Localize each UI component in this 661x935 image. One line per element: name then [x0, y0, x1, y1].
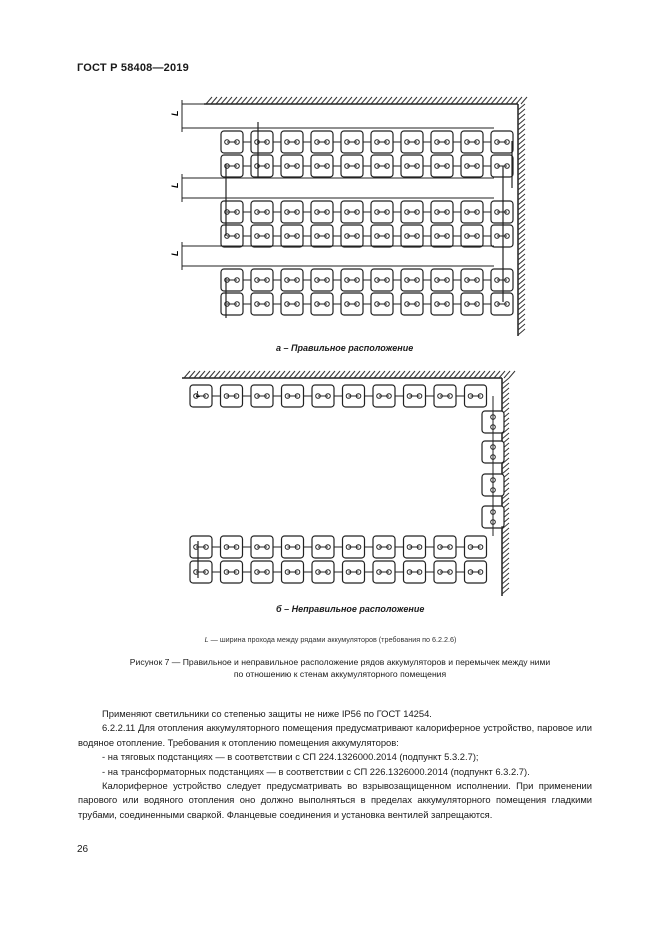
battery-cell [311, 269, 333, 291]
battery-cell [251, 131, 273, 153]
battery-cell [281, 293, 303, 315]
battery-cell [341, 225, 363, 247]
battery-cell [373, 536, 395, 558]
dimension-label-L: L [196, 390, 201, 399]
paragraph-5: Калориферное устройство следует предусматривать во взрывозащищенном исполнении. При применении парового или водяного отопления оно должно выполняться в пределах аккумуляторного помещения гладкими трубами, соединенными сваркой. Фланцевые соединения и установка вентилей запрещаются. [78, 780, 592, 820]
paragraph-3: - на тяговых подстанциях — в соответствии с СП 224.1326000.2014 (подпункт 5.3.2.7); [102, 751, 479, 763]
battery-cell [190, 536, 212, 558]
battery-cell [491, 225, 513, 247]
body-text [78, 707, 592, 822]
battery-cell [431, 155, 453, 177]
battery-cell [431, 201, 453, 223]
panel-a-caption: а – Правильное расположение [276, 343, 414, 353]
battery-cell [341, 131, 363, 153]
battery-cell [282, 385, 304, 407]
battery-cell [221, 269, 243, 291]
battery-cell [401, 269, 423, 291]
battery-cell [221, 536, 243, 558]
figure-title-line2: по отношению к стенам аккумуляторного помещения [233, 669, 447, 679]
battery-cell [311, 155, 333, 177]
battery-cell [281, 131, 303, 153]
battery-cell [371, 269, 393, 291]
battery-cell [343, 561, 365, 583]
legend-symbol: L [204, 635, 209, 644]
battery-cells-b [190, 385, 504, 583]
battery-cell [461, 293, 483, 315]
battery-cell [311, 225, 333, 247]
battery-cell [341, 293, 363, 315]
battery-cell [251, 293, 273, 315]
battery-cell [312, 536, 334, 558]
battery-cell [251, 269, 273, 291]
dimension-label-L: L [170, 250, 180, 256]
dimension-label-L: L [170, 182, 180, 188]
battery-cell [282, 561, 304, 583]
paragraph-1: Применяют светильники со степенью защиты не ниже IP56 по ГОСТ 14254. [102, 708, 432, 719]
battery-cell [371, 131, 393, 153]
figure-title [90, 656, 590, 680]
battery-cell [465, 536, 487, 558]
battery-cell [312, 561, 334, 583]
battery-cell [371, 155, 393, 177]
panel-b-caption: б – Неправильное расположение [276, 604, 425, 614]
battery-cell [371, 225, 393, 247]
battery-cell [431, 225, 453, 247]
battery-cell [221, 293, 243, 315]
document-header: ГОСТ Р 58408—2019 [77, 62, 189, 74]
figure-title-line1: Рисунок 7 — Правильное и неправильное расположение рядов аккумуляторов и перемычек между ними [129, 657, 551, 667]
battery-cell [371, 293, 393, 315]
battery-cell [251, 201, 273, 223]
battery-cell [281, 201, 303, 223]
battery-cell [465, 561, 487, 583]
battery-cell [491, 155, 513, 177]
battery-cell [431, 269, 453, 291]
battery-cell [431, 293, 453, 315]
battery-cell [401, 155, 423, 177]
battery-cell [221, 385, 243, 407]
battery-cell [404, 561, 426, 583]
battery-cell [461, 225, 483, 247]
battery-cell [341, 269, 363, 291]
battery-cell [461, 201, 483, 223]
battery-cell [281, 269, 303, 291]
battery-cell [434, 536, 456, 558]
battery-cell [401, 201, 423, 223]
battery-cell [431, 131, 453, 153]
battery-cell [491, 293, 513, 315]
battery-cell [434, 385, 456, 407]
battery-cell [373, 385, 395, 407]
battery-cell [312, 385, 334, 407]
battery-cell [311, 201, 333, 223]
figure-panel-a [160, 92, 532, 340]
figure-legend [0, 635, 661, 644]
battery-cell [251, 225, 273, 247]
battery-cell [404, 536, 426, 558]
battery-cell [221, 561, 243, 583]
battery-cell [461, 269, 483, 291]
battery-cell [281, 225, 303, 247]
battery-cell [341, 155, 363, 177]
battery-cell [401, 225, 423, 247]
battery-cell [190, 561, 212, 583]
dimension-label-L: L [170, 110, 180, 116]
paragraph-2: 6.2.2.11 Для отопления аккумуляторного помещения предусматривают калориферное устройство, паровое или водяное отопление. Требования к отоплению помещения аккумуляторов: [78, 722, 592, 748]
battery-cell [221, 131, 243, 153]
battery-cell [221, 225, 243, 247]
battery-cell [251, 155, 273, 177]
battery-cell [251, 385, 273, 407]
battery-cell [343, 536, 365, 558]
battery-cell [221, 155, 243, 177]
battery-cell [461, 131, 483, 153]
battery-cell [311, 131, 333, 153]
battery-cell [251, 536, 273, 558]
battery-cell [251, 561, 273, 583]
paragraph-4: - на трансформаторных подстанциях — в соответствии с СП 226.1326000.2014 (подпункт 6.3.2.7). [102, 765, 530, 777]
battery-cell [371, 201, 393, 223]
page-number: 26 [77, 844, 89, 855]
battery-cell [401, 131, 423, 153]
battery-cell [190, 385, 212, 407]
legend-text: — ширина прохода между рядами аккумуляторов (требования по 6.2.2.6) [208, 635, 457, 644]
battery-cell [221, 201, 243, 223]
battery-cell [311, 293, 333, 315]
battery-cell [491, 131, 513, 153]
figure-panel-b [176, 366, 518, 600]
battery-cell [434, 561, 456, 583]
battery-cell [491, 201, 513, 223]
battery-cell [404, 385, 426, 407]
battery-cell [341, 201, 363, 223]
battery-cell [465, 385, 487, 407]
battery-cell [461, 155, 483, 177]
battery-cell [491, 269, 513, 291]
battery-cell [282, 536, 304, 558]
battery-cell [281, 155, 303, 177]
battery-cell [373, 561, 395, 583]
battery-cell [343, 385, 365, 407]
battery-cells-a [221, 122, 513, 318]
battery-cell [401, 293, 423, 315]
